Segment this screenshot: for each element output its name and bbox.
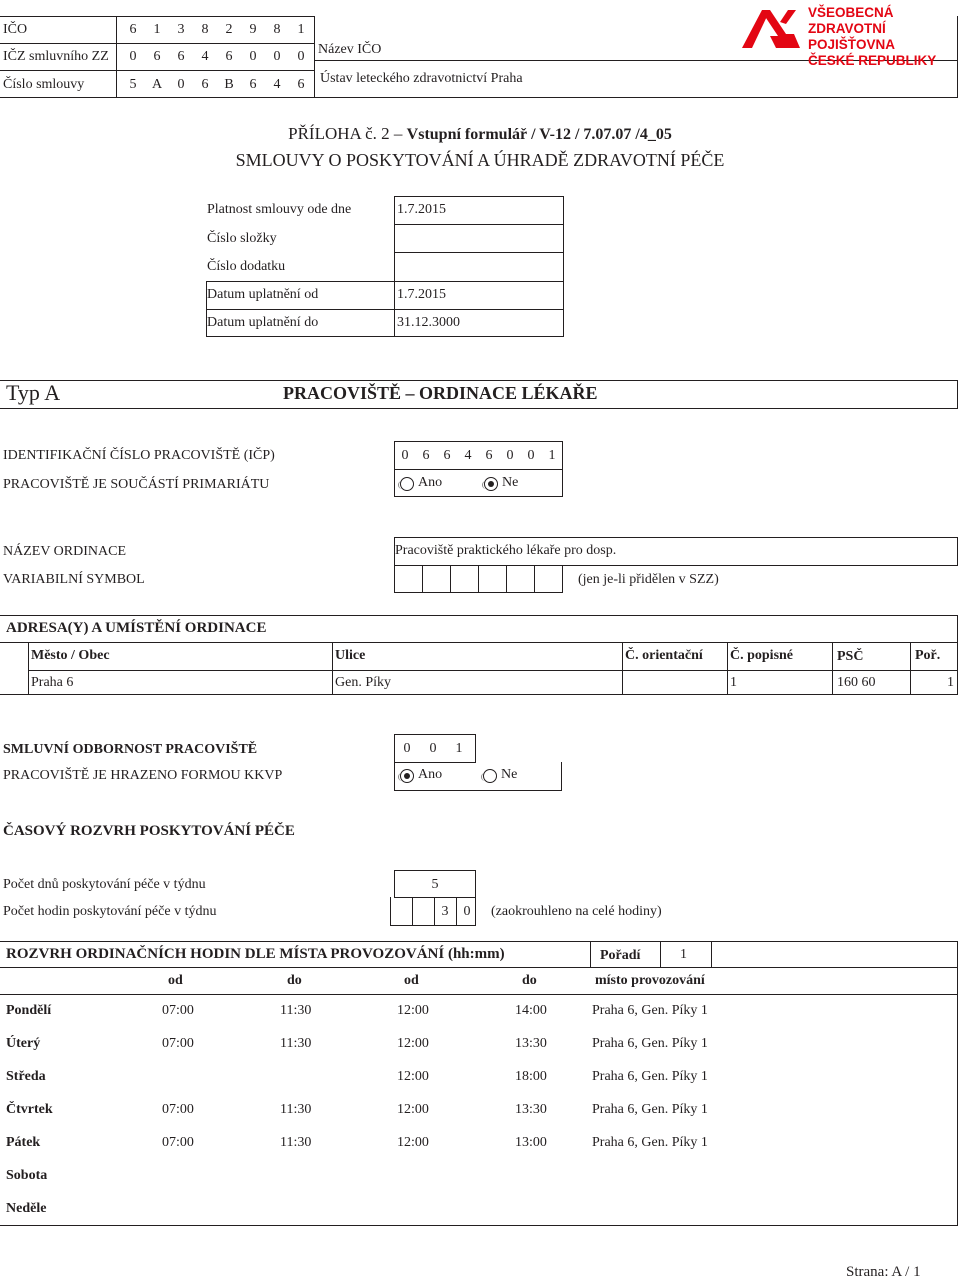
date-to-value[interactable]: 31.12.3000 (397, 315, 460, 330)
page-number: Strana: A / 1 (846, 1264, 921, 1280)
address-street: Gen. Píky (335, 675, 391, 690)
contract-number-label: Číslo smlouvy (3, 77, 85, 92)
validity-label: Platnost smlouvy ode dne (207, 202, 352, 217)
place-cell: Praha 6, Gen. Píky 1 (592, 1003, 708, 1018)
order-value[interactable]: 1 (680, 947, 687, 962)
day-tuesday: Úterý (6, 1036, 41, 1051)
vzp-logo-icon (740, 6, 806, 52)
hours-note: (zaokrouhleno na celé hodiny) (491, 904, 662, 919)
time-cell: 12:00 (397, 1036, 429, 1051)
place-cell: Praha 6, Gen. Píky 1 (592, 1036, 708, 1051)
time-cell: 12:00 (397, 1003, 429, 1018)
time-cell: 11:30 (280, 1003, 312, 1018)
time-cell: 11:30 (280, 1135, 312, 1150)
col-place: místo provozování (595, 973, 705, 988)
variable-symbol-note: (jen je-li přidělen v SZZ) (578, 572, 719, 587)
time-cell: 07:00 (162, 1036, 194, 1051)
col-order: Poř. (915, 648, 941, 663)
time-cell: 11:30 (280, 1102, 312, 1117)
time-cell: 12:00 (397, 1069, 429, 1084)
place-cell: Praha 6, Gen. Píky 1 (592, 1069, 708, 1084)
vzp-logo (740, 4, 960, 68)
col-from-1: od (168, 973, 183, 988)
hours-table-title: ROZVRH ORDINAČNÍCH HODIN DLE MÍSTA PROVOZOVÁNÍ (hh:mm) (6, 946, 505, 962)
col-house-number: Č. popisné (730, 648, 794, 663)
time-cell: 13:30 (515, 1036, 547, 1051)
kkvp-yes-radio[interactable] (400, 769, 414, 783)
validity-value[interactable]: 1.7.2015 (397, 202, 446, 217)
place-cell: Praha 6, Gen. Píky 1 (592, 1102, 708, 1117)
time-cell: 18:00 (515, 1069, 547, 1084)
days-value[interactable]: 5 (431, 877, 439, 892)
time-cell: 12:00 (397, 1102, 429, 1117)
address-zip: 160 60 (837, 675, 876, 690)
type-label: Typ A (6, 380, 61, 405)
folder-number-label: Číslo složky (207, 231, 277, 246)
date-from-label: Datum uplatnění od (207, 287, 319, 302)
kkvp-label: PRACOVIŠTĚ JE HRAZENO FORMOU KKVP (3, 768, 283, 783)
day-friday: Pátek (6, 1135, 41, 1150)
time-cell: 14:00 (515, 1003, 547, 1018)
icz-label: IČZ smluvního ZZ (3, 49, 109, 64)
kkvp-yes-label: Ano (418, 767, 443, 782)
primariate-label: PRACOVIŠTĚ JE SOUČÁSTÍ PRIMARIÁTU (3, 477, 270, 492)
day-sunday: Neděle (6, 1201, 47, 1216)
variable-symbol-label: VARIABILNÍ SYMBOL (3, 572, 145, 587)
time-cell: 07:00 (162, 1135, 194, 1150)
schedule-title: ČASOVÝ ROZVRH POSKYTOVÁNÍ PÉČE (3, 823, 295, 839)
col-from-2: od (404, 973, 419, 988)
address-order: 1 (947, 675, 954, 690)
date-from-value[interactable]: 1.7.2015 (397, 287, 446, 302)
ico-label: IČO (3, 22, 28, 37)
date-to-label: Datum uplatnění do (207, 315, 319, 330)
kkvp-no-radio[interactable] (483, 769, 497, 783)
logo-text: VŠEOBECNÁ ZDRAVOTNÍ POJIŠŤOVNA ČESKÉ REPUBLIKY (808, 5, 937, 68)
time-cell: 12:00 (397, 1135, 429, 1150)
col-orientation-number: Č. orientační (625, 648, 703, 663)
type-title: PRACOVIŠTĚ – ORDINACE LÉKAŘE (283, 383, 598, 403)
name-ico-label: Název IČO (318, 42, 382, 57)
address-city: Praha 6 (31, 675, 74, 690)
annex-title: PŘÍLOHA č. 2 – Vstupní formulář / V-12 / 7.07.07 /4_05 (288, 124, 672, 143)
office-name-value[interactable]: Pracoviště praktického lékaře pro dosp. (395, 543, 617, 558)
day-thursday: Čtvrtek (6, 1102, 53, 1117)
office-name-label: NÁZEV ORDINACE (3, 544, 127, 559)
time-cell: 11:30 (280, 1036, 312, 1051)
primariate-no-label: Ne (502, 475, 519, 490)
primariate-no-radio[interactable] (484, 477, 498, 491)
day-saturday: Sobota (6, 1168, 48, 1183)
name-ico-value: Ústav leteckého zdravotnictví Praha (320, 71, 523, 86)
day-monday: Pondělí (6, 1003, 52, 1018)
day-wednesday: Středa (6, 1069, 46, 1084)
primariate-yes-radio[interactable] (400, 477, 414, 491)
col-zip: PSČ (837, 649, 864, 664)
days-label: Počet dnů poskytování péče v týdnu (3, 877, 206, 892)
col-street: Ulice (335, 648, 366, 663)
col-to-1: do (287, 973, 302, 988)
time-cell: 07:00 (162, 1102, 194, 1117)
document-title: SMLOUVY O POSKYTOVÁNÍ A ÚHRADĚ ZDRAVOTNÍ PÉČE (235, 150, 725, 170)
amendment-number-label: Číslo dodatku (207, 259, 286, 274)
col-to-2: do (522, 973, 537, 988)
icp-label: IDENTIFIKAČNÍ ČÍSLO PRACOVIŠTĚ (IČP) (3, 448, 275, 463)
time-cell: 13:00 (515, 1135, 547, 1150)
address-title: ADRESA(Y) A UMÍSTĚNÍ ORDINACE (6, 620, 267, 636)
address-house-number: 1 (730, 675, 737, 690)
time-cell: 07:00 (162, 1003, 194, 1018)
hours-label: Počet hodin poskytování péče v týdnu (3, 904, 217, 919)
time-cell: 13:30 (515, 1102, 547, 1117)
specialty-label: SMLUVNÍ ODBORNOST PRACOVIŠTĚ (3, 742, 258, 757)
primariate-yes-label: Ano (418, 475, 443, 490)
order-label: Pořadí (600, 948, 641, 963)
kkvp-no-label: Ne (501, 767, 518, 782)
col-city: Město / Obec (31, 648, 110, 663)
place-cell: Praha 6, Gen. Píky 1 (592, 1135, 708, 1150)
